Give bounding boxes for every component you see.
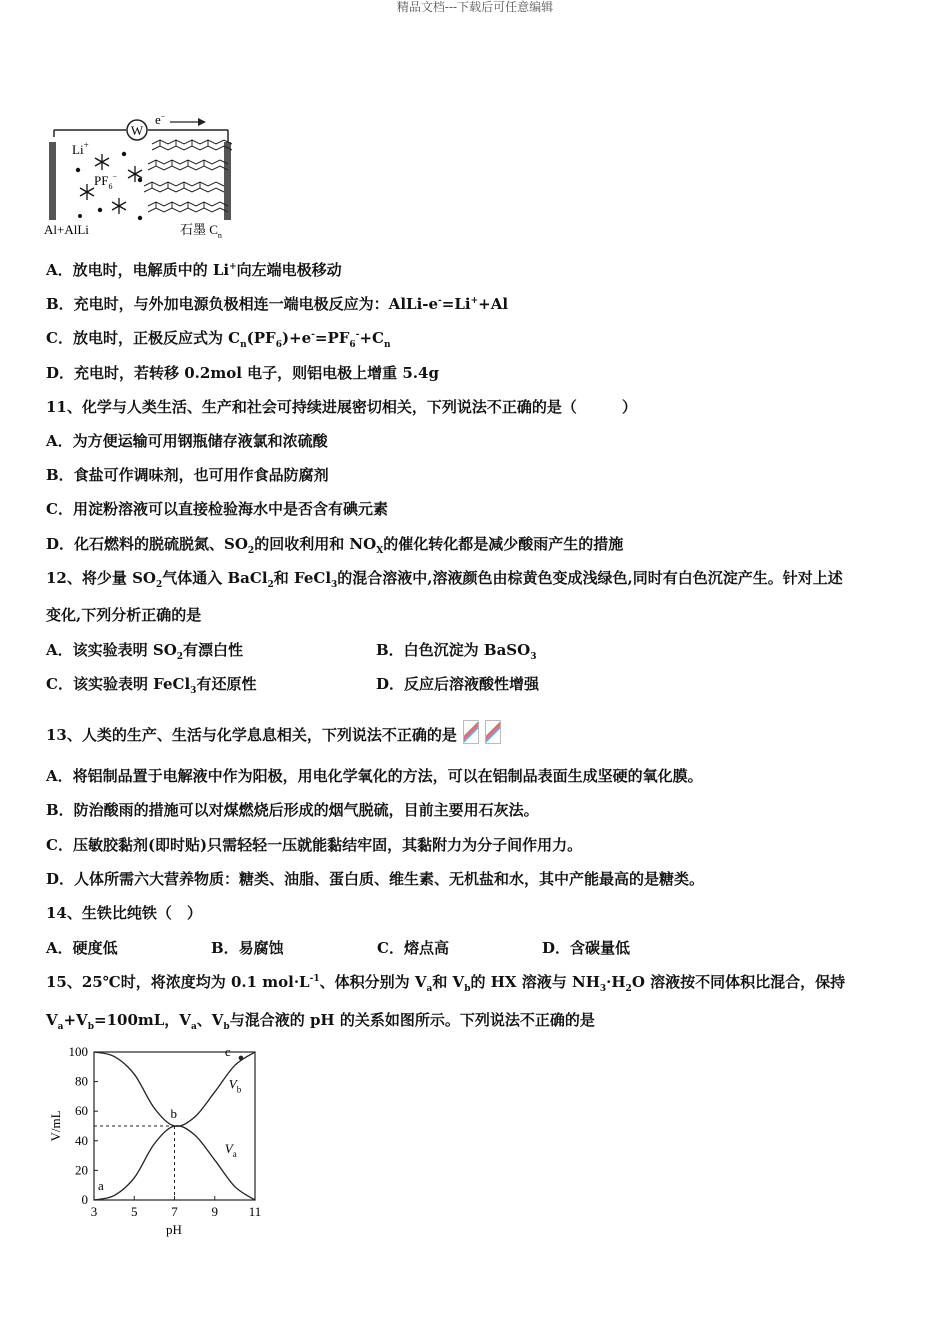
q13-stem: 13、人类的生产、生活与化学息息相关，下列说法不正确的是 [46, 720, 501, 745]
q15-stem-line1: 15、25℃时，将浓度均为 0.1 $mol\cdot L^{-1}$、体积分别为 $V_a$和 $V_b$的 HX 溶液与 $NH_3\cdot H_2O$ 溶液按不同体积比混合，保持 [46, 973, 846, 994]
x-axis-label: pH [166, 1222, 182, 1237]
q11-option-b: B．食盐可作调味剂，也可用作食品防腐剂 [46, 466, 329, 484]
battery-diagram [40, 112, 250, 242]
q11-stem: 11、化学与人类生活、生产和社会可持续进展密切相关，下列说法不正确的是（ ） [46, 398, 637, 416]
q12-option-b: B．白色沉淀为 BaSO$_3$ [376, 641, 537, 662]
q15-stem-line2: $V_a+V_b=100mL$，$V_a$、$V_b$与混合液的 pH 的关系如图所示。下列说法不正确的是 [46, 1011, 595, 1032]
q13-option-a: A．将铝制品置于电解液中作为阳极，用电化学氧化的方法，可以在铝制品表面生成坚硬的氧化膜。 [46, 767, 703, 785]
right-electrode-label: 石墨 $C_n$ [180, 222, 222, 240]
point-label-a: a [98, 1178, 104, 1193]
q13-option-d: D．人体所需六大营养物质：糖类、油脂、蛋白质、维生素、无机盐和水，其中产能最高的是糖类。 [46, 870, 705, 888]
x-tick-label: 9 [211, 1204, 218, 1219]
q14-option-a: A．硬度低 [46, 939, 118, 957]
pf6-label: $PF_6^-$ [94, 172, 117, 191]
x-tick-label: 5 [131, 1204, 138, 1219]
q14-stem: 14、生铁比纯铁（ ） [46, 904, 202, 922]
q10-option-d: D．充电时，若转移 0.2mol 电子，则铝电极上增重 5.4g [46, 364, 439, 382]
q10-option-a: A．放电时，电解质中的 Li+向左端电极移动 [46, 261, 342, 279]
q12-option-a: A．该实验表明 $SO_2$有漂白性 [46, 641, 244, 662]
q14-option-c: C．熔点高 [377, 939, 449, 957]
x-tick-label: 3 [90, 1204, 98, 1219]
left-electrode-label: Al+AlLi [44, 222, 89, 237]
y-tick-label: 0 [81, 1192, 88, 1207]
y-axis-label: V/mL [48, 1110, 63, 1142]
electron-label: e− [155, 112, 166, 127]
point-c-marker [239, 1056, 244, 1061]
q12-options-row2 [46, 674, 540, 696]
series-label: $V_b$ [228, 1076, 242, 1095]
broken-image-icon [463, 720, 479, 744]
q12-options-row1 [46, 640, 537, 662]
graphite-layers [144, 140, 232, 212]
point-label-c: c [224, 1043, 231, 1059]
y-tick-label: 80 [75, 1073, 88, 1089]
q12-stem-line2: 变化,下列分析正确的是 [46, 606, 202, 624]
arrow-right-icon [198, 118, 206, 126]
q10-option-c: C．放电时，正极反应式为 $C_n(PF_6)+e^-=PF_6^-+C_n$ [46, 329, 391, 350]
meter-label: W [130, 123, 144, 138]
q13-option-b: B．防治酸雨的措施可以对煤燃烧后形成的烟气脱硫，目前主要用石灰法。 [46, 801, 539, 819]
q11-option-c: C．用淀粉溶液可以直接检验海水中是否含有碘元素 [46, 500, 388, 518]
broken-image-icon [485, 720, 501, 744]
y-tick-label: 60 [75, 1103, 88, 1119]
q14-option-d: D．含碳量低 [542, 939, 631, 957]
left-electrode [49, 142, 56, 220]
point-label-b: b [170, 1106, 177, 1121]
y-tick-label: 20 [75, 1162, 88, 1178]
right-electrode [224, 142, 231, 220]
page-header: 精品文档---下载后可任意编辑 [396, 0, 554, 14]
li-ion-label: Li+ [72, 140, 89, 157]
q14-option-b: B．易腐蚀 [211, 939, 284, 957]
q10-option-b: B．充电时，与外加电源负极相连一端电极反应为：AlLi-e-=Li++Al [46, 295, 509, 313]
q11-option-a: A．为方便运输可用钢瓶储存液氯和浓硫酸 [46, 432, 328, 450]
y-tick-label: 100 [68, 1044, 88, 1059]
q12-stem-line1: 12、将少量 $SO_2$气体通入 BaCl$_2$和 FeCl$_3$的混合溶液中,溶液颜色由棕黄色变成浅绿色,同时有白色沉淀产生。针对上述 [46, 569, 843, 590]
q11-option-d: D．化石燃料的脱硫脱氮、$SO_2$的回收利用和 $NO_X$的催化转化都是减少酸雨产生的措施 [46, 535, 624, 556]
series-label: $V_a$ [224, 1141, 237, 1160]
q12-option-c: C．该实验表明 FeCl$_3$有还原性 [46, 675, 257, 696]
x-tick-label: 11 [248, 1204, 262, 1219]
y-tick-label: 40 [75, 1132, 88, 1148]
q12-option-d: D．反应后溶液酸性增强 [376, 675, 540, 693]
q13-option-c: C．压敏胶黏剂(即时贴)只需轻轻一压就能黏结牢固，其黏附力为分子间作用力。 [46, 836, 583, 854]
x-tick-label: 7 [171, 1204, 178, 1219]
ph-volume-chart [40, 1040, 280, 1240]
